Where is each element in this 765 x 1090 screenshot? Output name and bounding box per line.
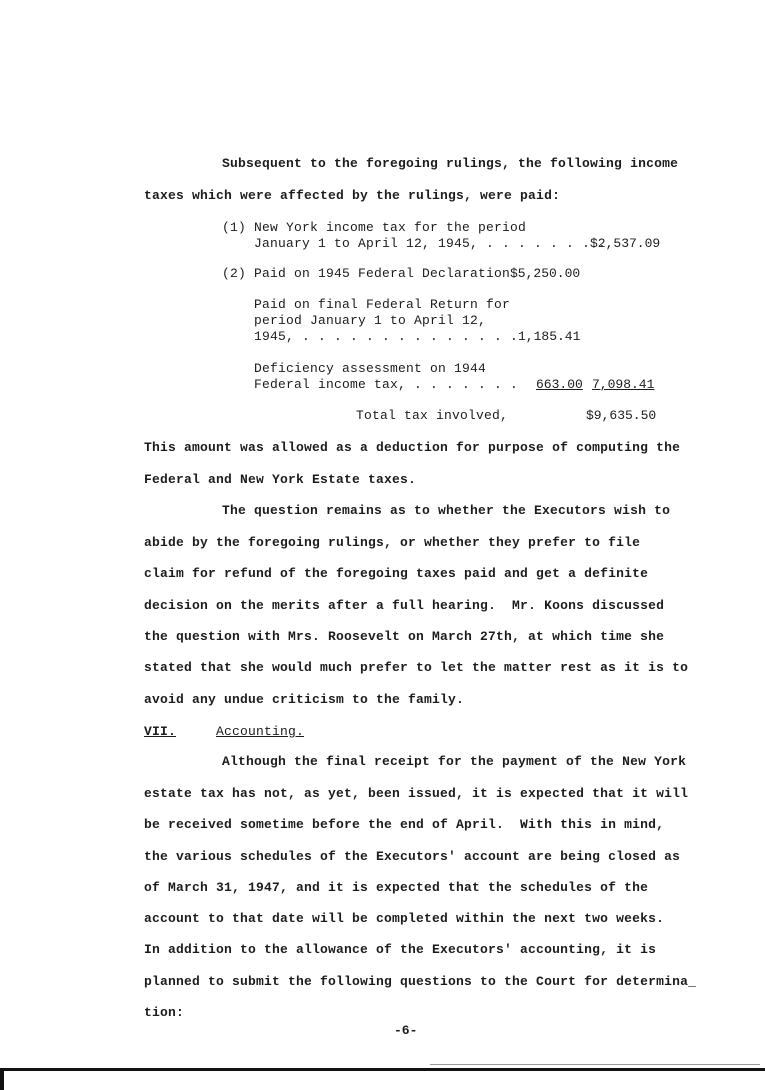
item2-sub1-line-1: Paid on final Federal Return for bbox=[254, 297, 511, 312]
para3-line-5: of March 31, 1947, and it is expected that the schedules of the bbox=[144, 880, 649, 895]
item2-sub2-amount: 663.00 bbox=[536, 377, 583, 392]
scan-bottom-edge bbox=[0, 1068, 765, 1071]
item1-line-1: (1) New York income tax for the period bbox=[222, 220, 527, 235]
intro-line-2: taxes which were affected by the rulings, were paid: bbox=[144, 188, 561, 203]
para2-line-6: stated that she would much prefer to let the matter rest as it is to bbox=[144, 660, 689, 675]
intro-line-1: Subsequent to the foregoing rulings, the following income bbox=[222, 156, 679, 171]
para1-line-2: Federal and New York Estate taxes. bbox=[144, 472, 417, 487]
item2-total-amount: 7,098.41 bbox=[592, 377, 655, 392]
para3-line-2: estate tax has not, as yet, been issued, it is expected that it will bbox=[144, 786, 689, 801]
item1-amount: $2,537.09 bbox=[590, 236, 661, 251]
para3-line-3: be received sometime before the end of April. With this in mind, bbox=[144, 817, 665, 832]
para2-line-5: the question with Mrs. Roosevelt on March 27th, at which time she bbox=[144, 629, 665, 644]
item1-line-2: January 1 to April 12, 1945, . . . . . . . . bbox=[222, 236, 607, 251]
para2-line-4: decision on the merits after a full hearing. Mr. Koons discussed bbox=[144, 598, 665, 613]
para3-line-8: planned to submit the following questions to the Court for determina_ bbox=[144, 974, 697, 989]
item2-line-1: (2) Paid on 1945 Federal Declaration bbox=[222, 266, 511, 281]
item2-sub1-line-3: 1945, . . . . . . . . . . . . . . bbox=[254, 329, 519, 344]
para2-line-1: The question remains as to whether the Executors wish to bbox=[222, 503, 671, 518]
para3-line-6: account to that date will be completed within the next two weeks. bbox=[144, 911, 665, 926]
scan-left-edge bbox=[0, 1068, 4, 1090]
item2-amount-1: $5,250.00 bbox=[510, 266, 581, 281]
item2-sub1-amount: 1,185.41 bbox=[518, 329, 581, 344]
section-title: Accounting. bbox=[216, 724, 305, 739]
para3-line-9: tion: bbox=[144, 1005, 185, 1020]
item2-sub1-line-2: period January 1 to April 12, bbox=[254, 313, 487, 328]
para2-line-7: avoid any undue criticism to the family. bbox=[144, 692, 465, 707]
para3-line-7: In addition to the allowance of the Executors' accounting, it is bbox=[144, 942, 657, 957]
total-label: Total tax involved, bbox=[356, 408, 509, 423]
total-amount: $9,635.50 bbox=[586, 408, 657, 423]
section-number: VII. bbox=[144, 724, 177, 739]
para3-line-4: the various schedules of the Executors' account are being closed as bbox=[144, 849, 681, 864]
para2-line-3: claim for refund of the foregoing taxes paid and get a definite bbox=[144, 566, 649, 581]
item2-sub2-line-2: Federal income tax, . . . . . . . bbox=[254, 377, 519, 392]
item2-sub2-line-1: Deficiency assessment on 1944 bbox=[254, 361, 487, 376]
para2-line-2: abide by the foregoing rulings, or whether they prefer to file bbox=[144, 535, 641, 550]
scan-faint-line bbox=[430, 1064, 760, 1065]
page-number: -6- bbox=[394, 1023, 418, 1038]
para1-line-1: This amount was allowed as a deduction for purpose of computing the bbox=[144, 440, 681, 455]
para3-line-1: Although the final receipt for the payment of the New York bbox=[222, 754, 687, 769]
